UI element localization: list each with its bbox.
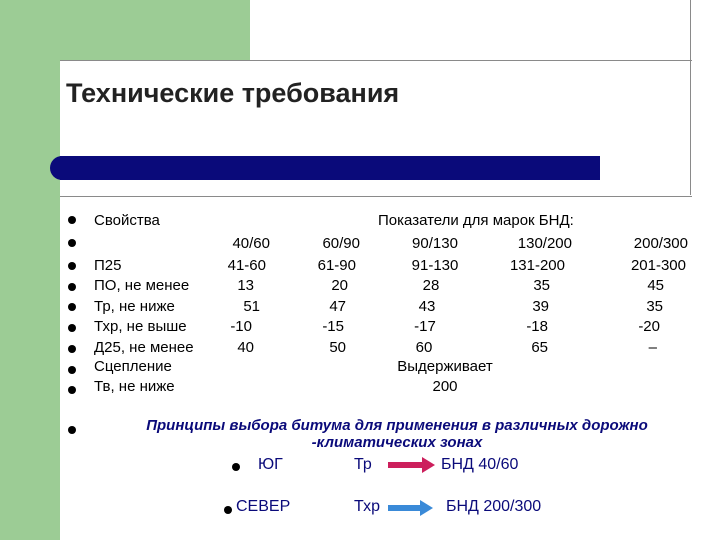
table-cell: 13: [237, 277, 254, 294]
table-cell: -10: [230, 318, 252, 335]
row-label: П25: [94, 257, 122, 274]
bullet-icon: [68, 262, 76, 270]
table-cell: –: [648, 339, 657, 356]
bullet-icon: [232, 463, 240, 471]
bullet-icon: [68, 426, 76, 434]
table-cell: -18: [526, 318, 548, 335]
table-cell: 35: [646, 298, 663, 315]
param-north: Тхр: [354, 498, 380, 515]
bullet-icon: [68, 324, 76, 332]
bullet-icon: [68, 239, 76, 247]
table-cell: Выдерживает: [397, 358, 493, 375]
row-label: Д25, не менее: [94, 339, 194, 356]
grades-header: Показатели для марок БНД:: [378, 212, 574, 229]
table-cell: 43: [418, 298, 436, 315]
arrow-right-icon: [388, 455, 436, 475]
table-cell: -20: [638, 318, 660, 335]
table-cell: 50: [329, 339, 346, 356]
table-cell: -17: [414, 318, 436, 335]
row-label: ПО, не менее: [94, 277, 190, 294]
table-cell: 45: [647, 277, 664, 294]
table-cell: 40: [237, 339, 254, 356]
grade-90-130: 90/130: [412, 235, 458, 252]
bullet-icon: [68, 366, 76, 374]
grade-200-300: 200/300: [633, 235, 688, 252]
param-south: Тр: [354, 456, 372, 473]
bullet-icon: [68, 345, 76, 353]
table-cell: 131-200: [509, 257, 565, 274]
slide-title: Технические требования: [66, 78, 400, 108]
bullet-icon: [224, 506, 232, 514]
zone-south: ЮГ: [258, 456, 283, 473]
title-bar: [60, 156, 600, 180]
bullet-icon: [68, 303, 76, 311]
arrow-right-icon: [388, 498, 434, 518]
bullet-icon: [68, 216, 76, 224]
table-cell: -15: [322, 318, 344, 335]
table-cell: 47: [329, 298, 346, 315]
title-vertical-rule: [690, 0, 691, 195]
table-cell: 60: [415, 339, 433, 356]
table-cell: 35: [533, 277, 550, 294]
table-cell: 91-130: [411, 257, 459, 274]
result-north: БНД 200/300: [446, 498, 542, 515]
table-cell: 41-60: [227, 257, 266, 274]
zone-north: СЕВЕР: [236, 498, 291, 515]
table-cell: 20: [331, 277, 348, 294]
row-label: Сцепление: [94, 358, 172, 375]
table-top-rule: [60, 196, 692, 197]
grade-60-90: 60/90: [322, 235, 360, 252]
title-underline: [60, 60, 692, 61]
table-cell: 65: [531, 339, 548, 356]
table-cell: 61-90: [317, 257, 356, 274]
bullet-icon: [68, 283, 76, 291]
grade-40-60: 40/60: [232, 235, 270, 252]
table-cell: 201-300: [630, 257, 686, 274]
table-cell: 39: [532, 298, 549, 315]
row-label: Тхр, не выше: [94, 318, 187, 335]
table-cell: 28: [422, 277, 440, 294]
row-label: Тв, не ниже: [94, 378, 175, 395]
table-cell: 51: [243, 298, 260, 315]
left-accent-strip: [0, 0, 60, 540]
principles-heading: Принципы выбора битума для применения в различных дорожно -климатических зонах: [146, 417, 648, 451]
table-cell: 200: [432, 378, 458, 395]
properties-header: Свойства: [94, 212, 160, 229]
row-label: Тр, не ниже: [94, 298, 175, 315]
bullet-icon: [68, 386, 76, 394]
result-south: БНД 40/60: [441, 456, 519, 473]
grade-130-200: 130/200: [517, 235, 572, 252]
